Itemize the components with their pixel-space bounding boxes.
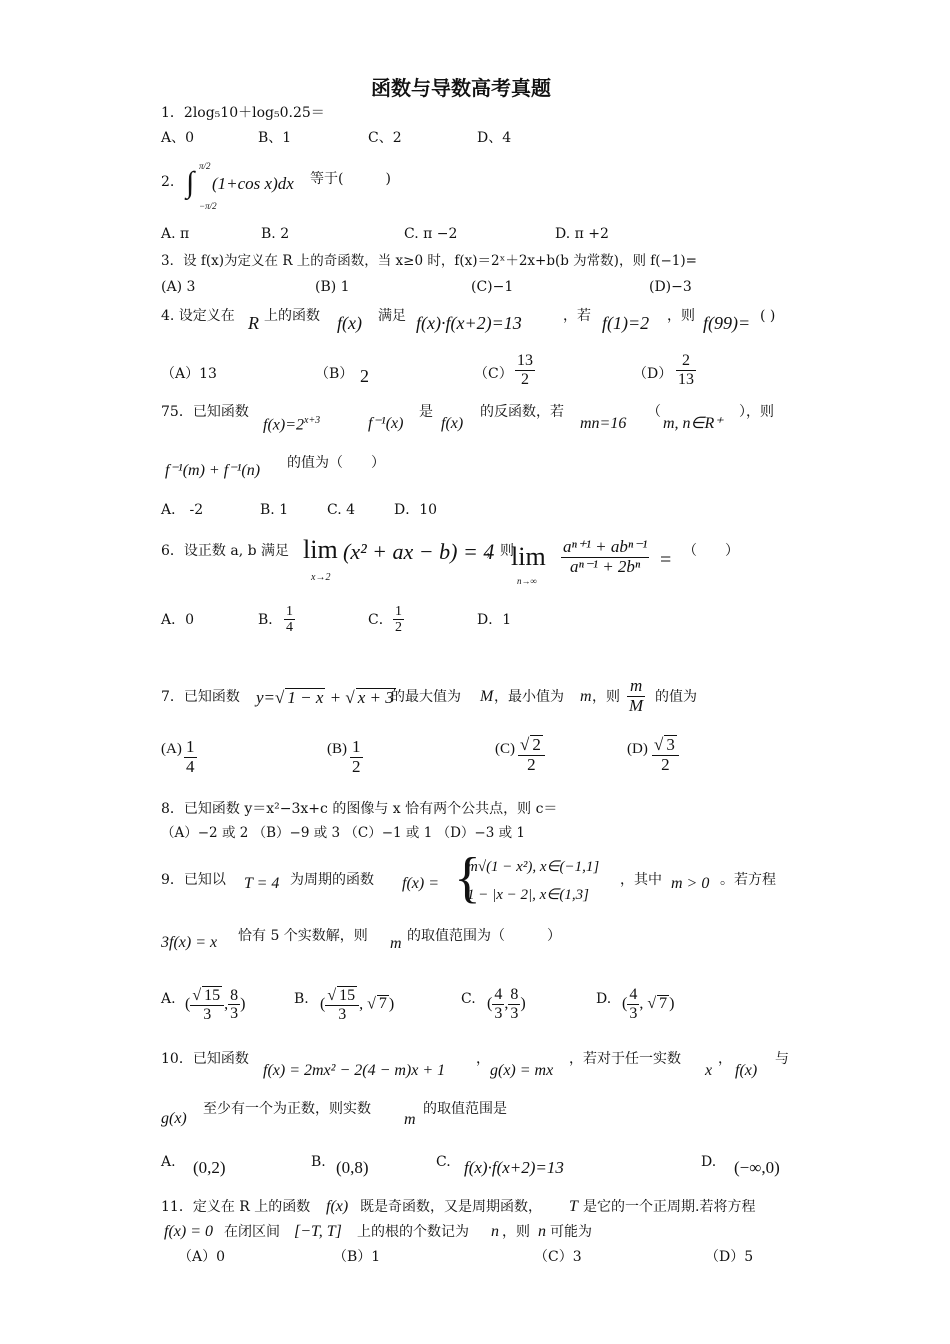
q6-option-b: B． <box>258 612 283 628</box>
q7-M: M <box>480 688 494 705</box>
q9-stem-c: ，其中 <box>620 872 662 888</box>
q6-paren: （ ） <box>683 543 739 559</box>
q11-option-d: （D）5 <box>705 1249 754 1265</box>
q2-tail: 等于( ) <box>310 171 391 187</box>
q11-n: n <box>491 1223 499 1240</box>
q9-option-b: B. <box>294 991 309 1007</box>
q6-then: ，则 <box>486 543 514 559</box>
q9-stem-e: 恰有 5 个实数解，则 <box>238 928 368 944</box>
q4-ask: f(99)= <box>703 313 751 333</box>
q7-stem-e: 的值为 <box>655 689 697 705</box>
q6-lim-1-sub: x→2 <box>311 572 331 583</box>
q3-option-c: (C)−1 <box>471 279 514 295</box>
q5-is: 是 <box>419 404 433 420</box>
q6-lim-2-sub: n→∞ <box>517 576 537 586</box>
q7-stem-b: 的最大值为 <box>391 689 461 705</box>
q2-option-b: B. 2 <box>261 226 290 242</box>
q4-option-c: （C） <box>474 366 513 382</box>
q9-option-b-expr: ( $\frac{√ 15}{3}$ , √ 7 ) <box>320 987 395 1023</box>
q9-option-c: C. <box>461 991 476 1007</box>
q9-m: m <box>390 935 402 952</box>
q6-lim-1: lim <box>303 535 338 564</box>
q4-R: R <box>248 313 259 333</box>
q7-option-d-frac: $\frac{√ 3}{2}$ <box>652 735 679 774</box>
q6-fraction: $\frac{\text{aⁿ⁺¹ + abⁿ⁻¹}}{\text{aⁿ⁻¹ + 2bⁿ}}$ <box>563 537 648 576</box>
q11-n-2: n <box>538 1223 546 1240</box>
q2-option-a: A. π <box>161 226 190 242</box>
q9-option-c-expr: ( $\frac{4}{3}$ , $\frac{8}{3}$ ) <box>487 986 526 1022</box>
q4-option-b: （B） <box>315 366 354 382</box>
q10-option-c-expr: f(x)·f(x+2)=13 <box>464 1158 564 1177</box>
q7-option-d: (D) <box>627 741 648 757</box>
q7-option-b-frac: $\frac{1}{2}$ <box>352 737 361 776</box>
q1-option-b: B、1 <box>258 130 292 146</box>
q9-stem-d: 。若方程 <box>720 872 776 888</box>
q1-option-a: A、0 <box>161 130 195 146</box>
q7-stem-d: ，则 <box>592 689 620 705</box>
q5-fx: f(x) <box>441 415 464 432</box>
q11-line2-a: 在闭区间 <box>224 1224 280 1240</box>
q10-stem-a: 10．已知函数 <box>161 1051 249 1067</box>
q4-stem-e: ，则 <box>667 308 695 324</box>
q6-option-d: D．1 <box>477 612 512 628</box>
q4-stem-b: 上的函数 <box>264 308 320 324</box>
q4-condition: f(x)·f(x+2)=13 <box>416 313 522 333</box>
q10-option-d-expr: (−∞,0) <box>734 1158 780 1177</box>
q11-line1-b: 既是奇函数，又是周期函数， <box>360 1199 542 1215</box>
q11-option-a: （A）0 <box>178 1249 226 1265</box>
q9-case-1: m√(1 − x²), x∈(−1,1] <box>467 859 600 875</box>
q4-stem-d: ，若 <box>563 308 591 324</box>
q7-ratio: $\frac{m}{M}$ <box>629 676 644 715</box>
q11-line2-b: 上的根的个数记为 <box>357 1224 469 1240</box>
q5-option-c: C. 4 <box>327 502 356 518</box>
q11-T: T <box>569 1198 578 1215</box>
q10-stem-c: ， <box>718 1051 732 1067</box>
q4-fx: f(x) <box>337 313 362 333</box>
q10-x: x <box>705 1062 713 1079</box>
q10-option-b-expr: (0,8) <box>336 1158 369 1177</box>
q9-condition: m > 0 <box>671 875 710 892</box>
q10-gx-2: g(x) <box>161 1110 187 1127</box>
q4-option-c-frac: $\frac{13}{2}$ <box>517 352 533 388</box>
q7-option-c-frac: $\frac{√ 2}{2}$ <box>518 735 545 774</box>
q9-option-a-expr: ( $\frac{√ 15}{3}$ , $\frac{8}{3}$ ) <box>185 986 246 1023</box>
q10-option-d: D. <box>701 1154 717 1170</box>
q3-option-d: (D)−3 <box>649 279 692 295</box>
q9-fx: f(x) = <box>402 875 439 892</box>
q2-option-c: C. π −2 <box>404 226 458 242</box>
q6-limit-expression: (x² + ax − b) = 4 <box>343 539 495 564</box>
q3-stem: 3．设 f(x)为定义在 R 上的奇函数，当 x≥0 时，f(x)＝2ˣ＋2x+b(b 为常数)，则 f(−1)= <box>161 253 697 269</box>
q5-expression: f⁻¹(m) + f⁻¹(n) <box>165 462 261 479</box>
q9-stem-f: 的取值范围为（ ） <box>407 928 561 944</box>
q1-option-c: C、2 <box>368 130 402 146</box>
q5-option-a: A． -2 <box>161 502 204 518</box>
q5-function: $f(x)=2^{x+3}$ <box>263 415 321 434</box>
q4-option-d-frac: $\frac{2}{13}$ <box>678 352 694 388</box>
q10-fx-2: f(x) <box>735 1062 758 1079</box>
integral-sign: ∫ <box>186 166 195 199</box>
q7-option-b: (B) <box>327 741 347 757</box>
q6-stem: 6．设正数 a, b 满足 <box>161 543 290 559</box>
q10-stem-f: 的取值范围是 <box>423 1101 507 1117</box>
q9-stem-a: 9．已知以 <box>161 872 226 888</box>
q4-condition-2: f(1)=2 <box>602 313 650 333</box>
q3-option-b: (B) 1 <box>315 279 350 295</box>
q5-of-inverse: 的反函数，若 <box>480 404 564 420</box>
q2-option-d: D. π +2 <box>555 226 609 242</box>
q4-paren: ( ) <box>760 308 776 324</box>
q4-stem-c: 满足 <box>378 308 406 324</box>
q8-options: （A）−2 或 2 （B）−9 或 3 （C）−1 或 1 （D）−3 或 1 <box>161 825 525 841</box>
q2-lower-limit: −π/2 <box>199 201 217 211</box>
q8-stem: 8．已知函数 y＝x²−3x+c 的图像与 x 恰有两个公共点，则 c＝ <box>161 801 558 817</box>
q11-fx: f(x) <box>326 1198 349 1215</box>
q3-option-a: (A) 3 <box>161 279 196 295</box>
q5-mn: mn=16 <box>580 415 627 432</box>
q7-stem-c: ，最小值为 <box>494 689 564 705</box>
q10-stem-d: 与 <box>775 1051 789 1067</box>
q9-case-2: 1 − |x − 2|, x∈(1,3] <box>467 887 589 903</box>
q6-lim-2: lim <box>511 542 546 571</box>
q10-sep: ， <box>476 1051 490 1067</box>
q11-line1-a: 11．定义在 R 上的函数 <box>161 1199 311 1215</box>
q1-stem: 1．2log₅10＋log₅0.25＝ <box>161 105 325 121</box>
q10-option-a: A. <box>161 1154 176 1170</box>
q10-option-b: B. <box>311 1154 326 1170</box>
q11-interval: [−T, T] <box>294 1223 342 1240</box>
q7-option-c: (C) <box>495 741 515 757</box>
q9-brace: { <box>454 847 481 909</box>
q9-period: T = 4 <box>244 875 280 892</box>
q10-stem-b: ，若对于任一实数 <box>569 1051 681 1067</box>
q11-option-b: （B）1 <box>333 1249 381 1265</box>
q9-option-d-expr: ( $\frac{4}{3}$ , √ 7 ) <box>622 986 675 1022</box>
q6-option-a: A．0 <box>161 612 195 628</box>
q5-paren-open: （ <box>647 404 661 420</box>
q10-option-a-expr: (0,2) <box>193 1158 226 1177</box>
q4-stem-a: 4. 设定义在 <box>161 308 235 324</box>
q5-condition: m, n∈R⁺ <box>663 415 723 432</box>
q5-option-d: D．10 <box>394 502 438 518</box>
q10-stem-e: 至少有一个为正数，则实数 <box>203 1101 371 1117</box>
q11-option-c: （C）3 <box>534 1249 582 1265</box>
q11-line2-d: 可能为 <box>550 1224 592 1240</box>
q9-option-d: D. <box>596 991 612 1007</box>
q11-line2-c: ，则 <box>502 1224 530 1240</box>
q9-equation: 3f(x) = x <box>161 934 218 951</box>
q7-option-a-frac: $\frac{1}{4}$ <box>186 737 195 776</box>
q6-option-c: C． <box>368 612 393 628</box>
q7-function: y=√ 1 − x + √ x + 3 <box>256 688 394 707</box>
q5-tail: 的值为（ ） <box>287 455 385 471</box>
q6-option-c-frac: $\frac{1}{2}$ <box>395 604 402 636</box>
q2-number: 2. <box>161 174 175 190</box>
q1-option-d: D、4 <box>477 130 512 146</box>
q5-inverse: f⁻¹(x) <box>368 415 404 432</box>
q5-option-b: B. 1 <box>260 502 289 518</box>
q9-stem-b: 为周期的函数 <box>290 872 374 888</box>
q5-paren-close: ），则 <box>739 404 774 420</box>
q4-option-b-value: 2 <box>360 366 369 386</box>
q4-option-d: （D） <box>633 366 673 382</box>
q7-stem-a: 7．已知函数 <box>161 689 240 705</box>
q10-gx: g(x) = mx <box>490 1062 554 1079</box>
q10-fx: f(x) = 2mx² − 2(4 − m)x + 1 <box>263 1062 446 1079</box>
q6-equals: = <box>660 549 672 571</box>
q2-integrand: (1+cos x)dx <box>212 174 294 193</box>
q7-option-a: (A) <box>161 741 182 757</box>
q4-option-a: （A）13 <box>161 366 217 382</box>
q11-equation: f(x) = 0 <box>164 1223 213 1240</box>
q5-number: 75．已知函数 <box>161 404 249 420</box>
q10-option-c: C. <box>436 1154 451 1170</box>
q2-upper-limit: π/2 <box>199 161 211 171</box>
q11-line1-c: 是它的一个正周期.若将方程 <box>583 1199 756 1215</box>
page-title: 函数与导数高考真题 <box>371 76 551 100</box>
q10-m: m <box>404 1111 416 1128</box>
q6-option-b-frac: $\frac{1}{4}$ <box>286 604 293 636</box>
q9-option-a: A. <box>161 991 176 1007</box>
q7-m: m <box>580 688 592 705</box>
